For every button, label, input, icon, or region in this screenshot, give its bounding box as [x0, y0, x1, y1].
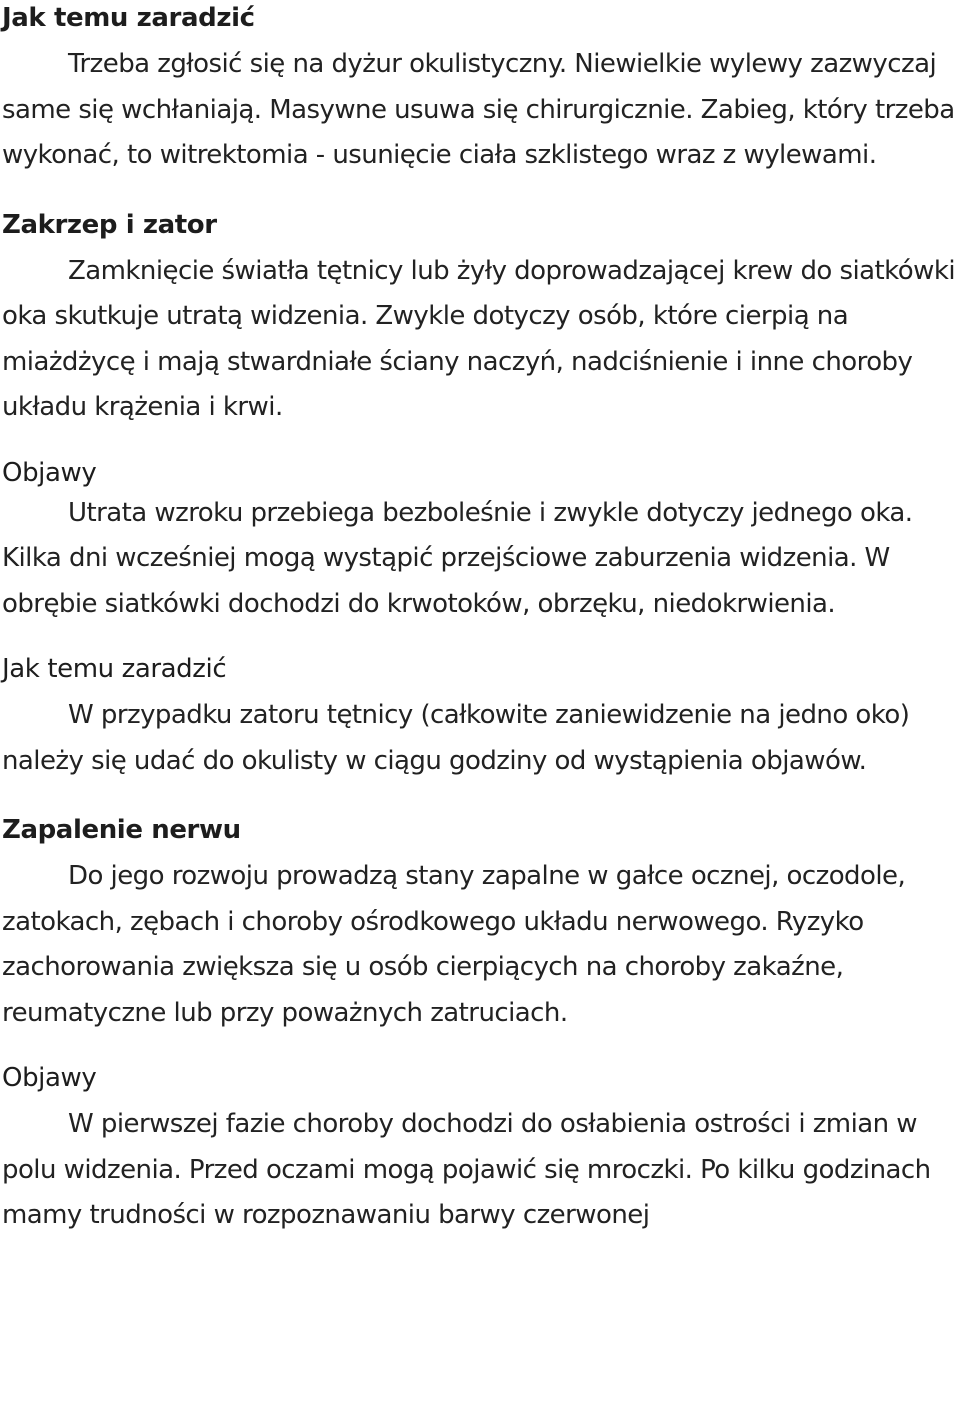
section-heading-jak-temu-zaradzic-2: Jak temu zaradzić	[2, 654, 227, 684]
section-heading-objawy-1: Objawy	[2, 457, 97, 488]
section-paragraph-objawy-1: Utrata wzroku przebiega bezboleśnie i zwykle dotyczy jednego oka. Kilka dni wcześniej mogą wystąpić przejściowe zaburzenia widzenia. W obrębie siatkówki dochodzi do krwotoków, obrzęku, niedokrwienia.	[2, 497, 913, 619]
section-paragraph-jak-temu-zaradzic-2: W przypadku zatoru tętnicy (całkowite zaniewidzenie na jedno oko) należy się udać do okulisty w ciągu godziny od wystąpienia objawów.	[2, 700, 910, 776]
section-heading-jak-temu-zaradzic-1: Jak temu zaradzić	[2, 3, 255, 33]
section-paragraph-objawy-2: W pierwszej fazie choroby dochodzi do osłabienia ostrości i zmian w polu widzenia. Przed oczami mogą pojawić się mroczki. Po kilku godzinach mamy trudności w rozpoznawaniu barwy czerwonej	[2, 1109, 931, 1230]
section-heading-zapalenie-nerwu: Zapalenie nerwu	[2, 815, 241, 845]
section-paragraph-jak-temu-zaradzic-1: Trzeba zgłosić się na dyżur okulistyczny. Niewielkie wylewy zazwyczaj same się wchłaniają. Masywne usuwa się chirurgicznie. Zabieg, który trzeba wykonać, to witrektomia - usunięcie ciała szklistego wraz z wylewami.	[2, 49, 955, 170]
section-heading-objawy-2: Objawy	[2, 1063, 97, 1093]
section-paragraph-zakrzep-i-zator: Zamknięcie światła tętnicy lub żyły doprowadzającej krew do siatkówki oka skutkuje utratą widzenia. Zwykle dotyczy osób, które cierpią na miażdżycę i mają stwardniałe ściany naczyń, nadciśnienie i inne choroby układu krążenia i krwi.	[2, 255, 955, 422]
section-heading-zakrzep-i-zator: Zakrzep i zator	[2, 209, 217, 240]
section-paragraph-zapalenie-nerwu: Do jego rozwoju prowadzą stany zapalne w gałce ocznej, oczodole, zatokach, zębach i choroby ośrodkowego układu nerwowego. Ryzyko zachorowania zwiększa się u osób cierpiących na choroby zakaźne, reumatyczne lub przy poważnych zatruciach.	[2, 861, 906, 1028]
